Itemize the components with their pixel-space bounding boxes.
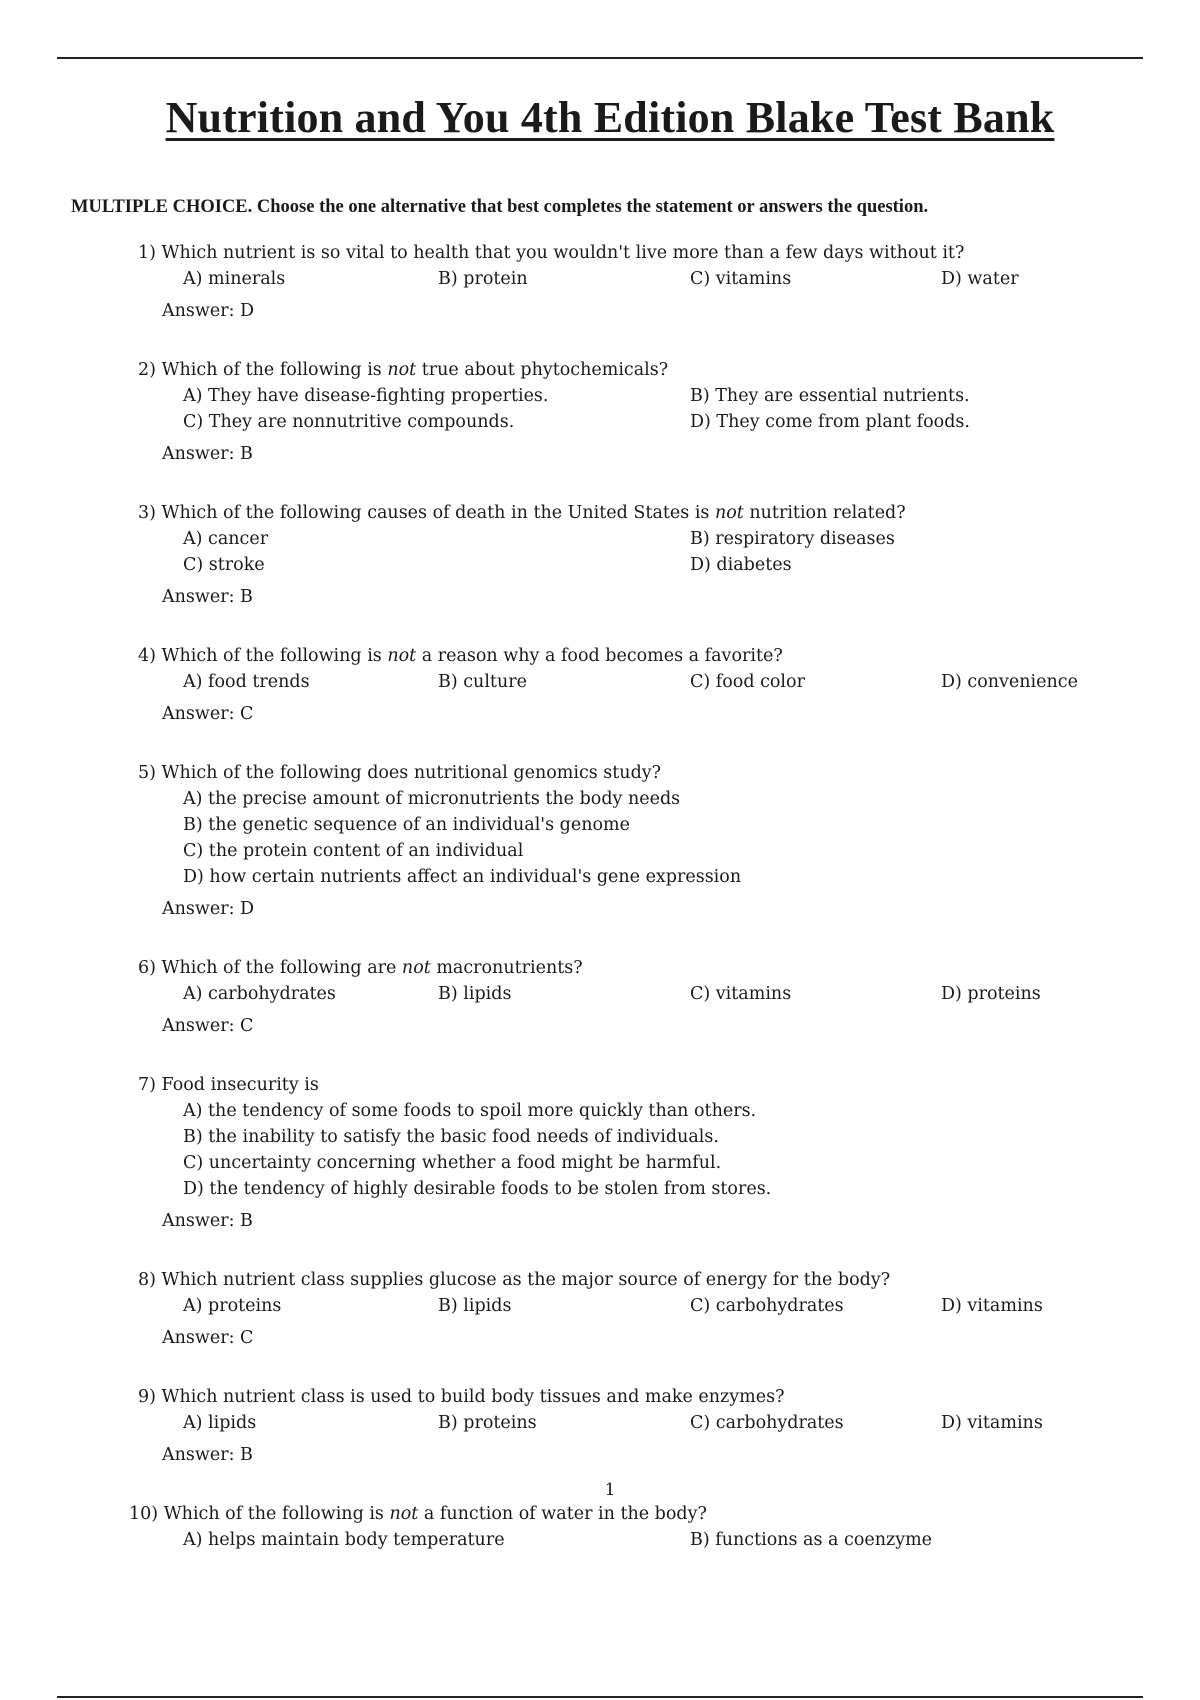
choice-c: C) vitamins <box>690 269 792 289</box>
answer-key: Answer: D <box>162 899 255 919</box>
answer-key: Answer: B <box>162 587 253 607</box>
choice-b: B) respiratory diseases <box>690 529 895 549</box>
answer-key: Answer: B <box>162 1211 253 1231</box>
choice-a: A) proteins <box>183 1296 282 1316</box>
question-number: 10) <box>129 1504 159 1524</box>
choice-c: C) vitamins <box>690 984 792 1004</box>
choices-row <box>0 266 1200 292</box>
question-number: 4) <box>138 646 156 666</box>
choice-d: D) water <box>941 269 1019 289</box>
choice-c: C) They are nonnutritive compounds. <box>183 412 515 432</box>
choice-c: C) the protein content of an individual <box>183 841 524 861</box>
choices-row <box>0 552 1200 578</box>
question-4 <box>0 643 1200 727</box>
choice-d: D) diabetes <box>690 555 792 575</box>
question-2 <box>0 357 1200 467</box>
choice-b: B) lipids <box>438 984 512 1004</box>
choice-d: D) vitamins <box>941 1296 1043 1316</box>
question-8 <box>0 1267 1200 1351</box>
choice-a: A) the precise amount of micronutrients the body needs <box>183 789 681 809</box>
question-7 <box>0 1072 1200 1234</box>
choice-d: D) how certain nutrients affect an individual's gene expression <box>183 867 742 887</box>
question-stem: 1) Which nutrient is so vital to health that you wouldn't live more than a few days without it? <box>138 240 1200 266</box>
choice-b: B) the inability to satisfy the basic food needs of individuals. <box>183 1127 719 1147</box>
choice-a: A) carbohydrates <box>183 984 336 1004</box>
answer-key: Answer: D <box>162 301 255 321</box>
choices-row <box>0 981 1200 1007</box>
choice-a: A) cancer <box>183 529 269 549</box>
choices-row <box>0 526 1200 552</box>
choice-b: B) lipids <box>438 1296 512 1316</box>
question-number: 9) <box>138 1387 156 1407</box>
question-list <box>0 240 1200 1553</box>
choice-d: D) proteins <box>941 984 1041 1004</box>
answer-key: Answer: C <box>162 1328 254 1348</box>
question-stem: 3) Which of the following causes of death in the United States is not nutrition related? <box>138 500 1200 526</box>
answer-key: Answer: B <box>162 444 253 464</box>
choices-row <box>0 1293 1200 1319</box>
question-9 <box>0 1384 1200 1468</box>
section-instructions: MULTIPLE CHOICE. Choose the one alternative that best completes the statement or answers the question. <box>71 197 929 217</box>
choice-c: C) carbohydrates <box>690 1413 844 1433</box>
question-stem: 8) Which nutrient class supplies glucose as the major source of energy for the body? <box>138 1267 1200 1293</box>
question-5 <box>0 760 1200 922</box>
choice-d: D) They come from plant foods. <box>690 412 970 432</box>
question-number: 6) <box>138 958 156 978</box>
choice-d: D) the tendency of highly desirable foods to be stolen from stores. <box>183 1179 772 1199</box>
document-title: Nutrition and You 4th Edition Blake Test Bank <box>165 93 1055 142</box>
question-3 <box>0 500 1200 610</box>
choice-a: A) lipids <box>183 1413 257 1433</box>
choices-row <box>0 1527 1200 1553</box>
choice-c: C) food color <box>690 672 805 692</box>
choices-row <box>0 383 1200 409</box>
bottom-rule <box>57 1696 1143 1698</box>
choice-c: C) carbohydrates <box>690 1296 844 1316</box>
question-number: 2) <box>138 360 156 380</box>
top-rule <box>57 57 1143 59</box>
choice-a: A) minerals <box>183 269 286 289</box>
choice-b: B) They are essential nutrients. <box>690 386 970 406</box>
question-10 <box>0 1501 1200 1553</box>
question-stem: 4) Which of the following is not a reason why a food becomes a favorite? <box>138 643 1200 669</box>
answer-key: Answer: C <box>162 704 254 724</box>
choice-a: A) the tendency of some foods to spoil more quickly than others. <box>183 1101 757 1121</box>
question-number: 7) <box>138 1075 156 1095</box>
question-stem: 6) Which of the following are not macronutrients? <box>138 955 1200 981</box>
question-number: 5) <box>138 763 156 783</box>
question-6 <box>0 955 1200 1039</box>
choice-b: B) protein <box>438 269 528 289</box>
choices-row <box>0 409 1200 435</box>
choice-a: A) They have disease-fighting properties. <box>183 386 549 406</box>
question-number: 8) <box>138 1270 156 1290</box>
page-number: 1 <box>604 1480 616 1500</box>
question-number: 3) <box>138 503 156 523</box>
choice-b: B) proteins <box>438 1413 537 1433</box>
choice-d: D) convenience <box>941 672 1078 692</box>
question-stem: 7) Food insecurity is <box>138 1072 1200 1098</box>
choice-c: C) stroke <box>183 555 265 575</box>
question-stem: 5) Which of the following does nutritional genomics study? <box>138 760 1200 786</box>
answer-key: Answer: C <box>162 1016 254 1036</box>
question-stem: 10) Which of the following is not a function of water in the body? <box>129 1501 1200 1527</box>
answer-key: Answer: B <box>162 1445 253 1465</box>
question-stem: 9) Which nutrient class is used to build body tissues and make enzymes? <box>138 1384 1200 1410</box>
question-number: 1) <box>138 243 156 263</box>
choice-a: A) helps maintain body temperature <box>183 1530 505 1550</box>
choices-row <box>0 669 1200 695</box>
choice-c: C) uncertainty concerning whether a food might be harmful. <box>183 1153 722 1173</box>
choices-row <box>0 1410 1200 1436</box>
question-stem: 2) Which of the following is not true about phytochemicals? <box>138 357 1200 383</box>
question-1 <box>0 240 1200 324</box>
choice-d: D) vitamins <box>941 1413 1043 1433</box>
choice-a: A) food trends <box>183 672 310 692</box>
choice-b: B) the genetic sequence of an individual's genome <box>183 815 630 835</box>
choice-b: B) functions as a coenzyme <box>690 1530 933 1550</box>
choice-b: B) culture <box>438 672 527 692</box>
